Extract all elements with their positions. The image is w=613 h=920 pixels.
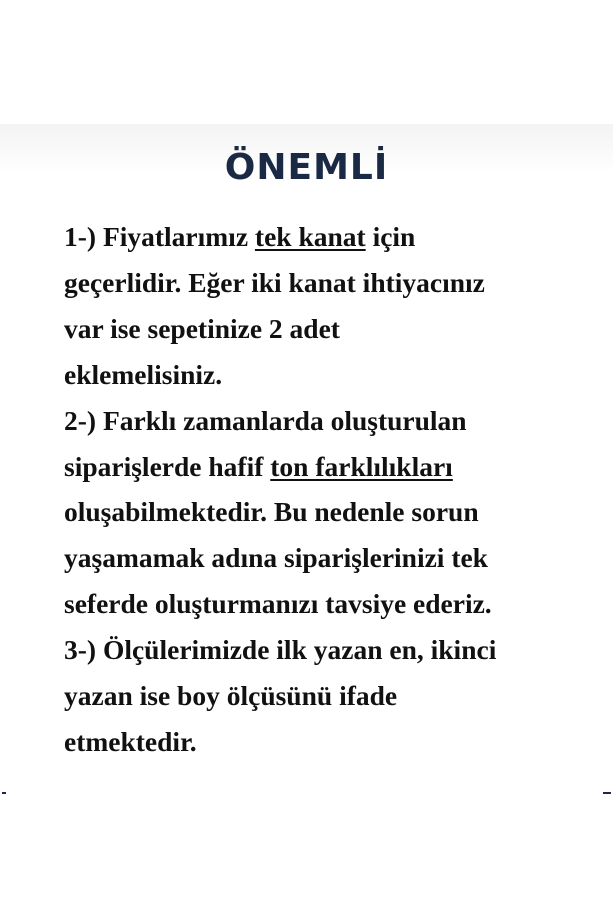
notice-line: siparişlerde hafif ton farklılıkları	[64, 450, 453, 482]
notice-title: ÖNEMLİ	[224, 147, 389, 188]
notice-line: 1-) Fiyatlarımız tek kanat için	[64, 221, 416, 252]
underlined-phrase: tek kanat	[254, 221, 366, 252]
notice-line: etmektedir.	[64, 725, 197, 757]
corner-mark-left	[2, 792, 6, 794]
notice-content	[64, 214, 609, 765]
notice-line: yazan ise boy ölçüsünü ifade	[64, 680, 398, 712]
corner-mark-right	[603, 792, 611, 794]
notice-line: 3-) Ölçülerimizde ilk yazan en, ikinci	[64, 634, 497, 666]
underlined-phrase: ton farklılıkları	[270, 450, 453, 482]
notice-line: oluşabilmektedir. Bu nedenle sorun	[64, 496, 479, 528]
notice-line: seferde oluşturmanızı tavsiye ederiz.	[64, 588, 492, 620]
notice-line: eklemelisiniz.	[64, 358, 223, 390]
notice-line: var ise sepetinize 2 adet	[64, 312, 340, 344]
notice-line: 2-) Farklı zamanlarda oluşturulan	[64, 404, 467, 436]
notice-line: yaşamamak adına siparişlerinizi tek	[64, 542, 488, 574]
notice-line: geçerlidir. Eğer iki kanat ihtiyacınız	[64, 266, 485, 298]
